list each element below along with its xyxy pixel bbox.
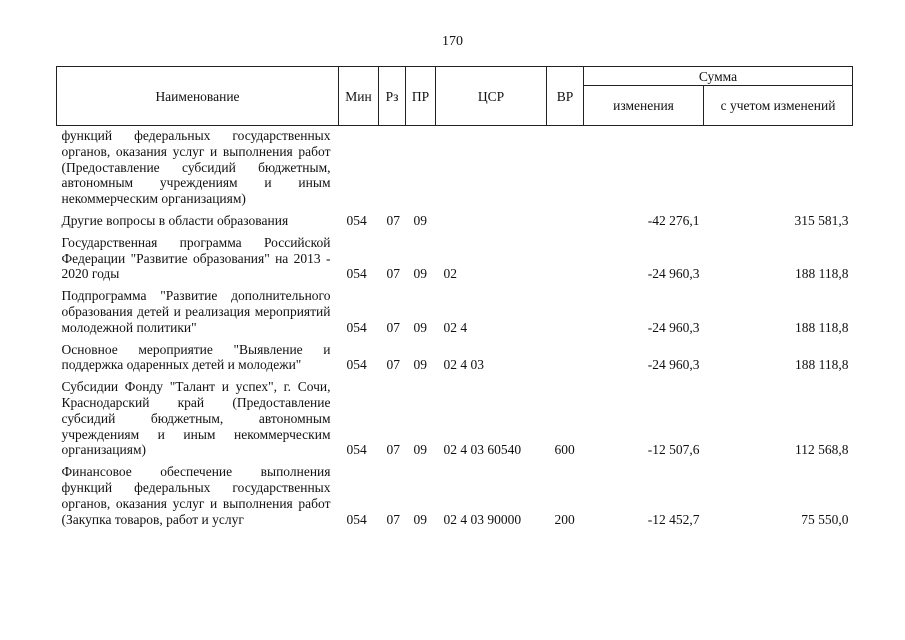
- row-csr: 02 4 03: [443, 357, 484, 373]
- row-csr: 02 4 03 90000: [443, 511, 522, 527]
- row-total: [704, 126, 853, 213]
- row-vr: [547, 213, 584, 235]
- budget-table: [56, 66, 853, 533]
- row-vr: 200: [554, 511, 575, 527]
- table-row: [57, 288, 853, 341]
- row-name: Государственная программа Российской Федерации "Развитие образования" на 2013 - 2020 годы: [61, 234, 331, 282]
- row-change: -42 276,1: [647, 212, 700, 228]
- row-vr: 600: [554, 442, 575, 458]
- row-rz: 07: [386, 212, 400, 228]
- page-number: 170: [442, 34, 463, 49]
- row-total: 188 118,8: [795, 266, 849, 282]
- row-pr: 09: [413, 266, 427, 282]
- row-change: -24 960,3: [647, 357, 700, 373]
- header-pr: ПР: [406, 67, 436, 126]
- row-pr: 09: [413, 212, 427, 228]
- row-total: 75 550,0: [801, 511, 849, 527]
- header-with-change: с учетом изменений: [704, 86, 853, 126]
- row-pr: 09: [413, 511, 427, 527]
- row-vr: [547, 288, 584, 341]
- row-csr: 02 4 03 60540: [443, 442, 522, 458]
- table-row: [57, 213, 853, 235]
- row-change: -12 507,6: [647, 442, 700, 458]
- row-vr: [547, 235, 584, 288]
- row-change: [584, 126, 704, 213]
- row-total: 315 581,3: [794, 212, 849, 228]
- row-csr: [436, 126, 547, 213]
- row-min: 054: [346, 442, 367, 458]
- row-change: -12 452,7: [647, 511, 700, 527]
- row-name: Другие вопросы в области образования: [61, 212, 289, 228]
- row-total: 112 568,8: [795, 442, 849, 458]
- header-vr: ВР: [547, 67, 584, 126]
- row-name: Субсидии Фонду "Талант и успех", г. Сочи, Краснодарский край (Предоставление субсидий бюджетным, автономным учреждениям и иным некоммерческим организациям): [61, 379, 331, 458]
- row-pr: [406, 126, 436, 213]
- row-min: 054: [346, 266, 367, 282]
- table-row: [57, 464, 853, 533]
- row-total: 188 118,8: [795, 319, 849, 335]
- row-min: 054: [346, 319, 367, 335]
- row-min: 054: [346, 357, 367, 373]
- row-csr: 02 4: [443, 319, 468, 335]
- table-body: [57, 126, 853, 534]
- row-min: [339, 126, 379, 213]
- header-csr: ЦСР: [436, 67, 547, 126]
- row-vr: [547, 126, 584, 213]
- row-csr: 02: [443, 266, 457, 282]
- header-sum: Сумма: [584, 67, 853, 86]
- row-total: 188 118,8: [795, 357, 849, 373]
- row-change: -24 960,3: [647, 266, 700, 282]
- row-name: Основное мероприятие "Выявление и поддержка одаренных детей и молодежи": [61, 341, 331, 373]
- row-rz: 07: [386, 511, 400, 527]
- table-row: [57, 379, 853, 464]
- row-rz: 07: [386, 442, 400, 458]
- row-min: 054: [346, 212, 367, 228]
- row-rz: [379, 126, 406, 213]
- row-name: Подпрограмма "Развитие дополнительного образования детей и реализация мероприятий молодежной политики": [61, 288, 331, 335]
- row-change: -24 960,3: [647, 319, 700, 335]
- row-pr: 09: [413, 357, 427, 373]
- table-row: [57, 342, 853, 380]
- table-row: [57, 235, 853, 288]
- header-min: Мин: [339, 67, 379, 126]
- header-name: Наименование: [57, 67, 339, 126]
- row-name: функций федеральных государственных органов, оказания услуг и выполнения работ (Предоставление субсидий бюджетным, автономным учреждениям и иным некоммерческим организациям): [61, 128, 331, 207]
- header-change: изменения: [584, 86, 704, 126]
- row-pr: 09: [413, 442, 427, 458]
- row-rz: 07: [386, 357, 400, 373]
- row-vr: [547, 342, 584, 380]
- row-pr: 09: [413, 319, 427, 335]
- row-min: 054: [346, 511, 367, 527]
- header-rz: Рз: [379, 67, 406, 126]
- row-name: Финансовое обеспечение выполнения функций федеральных государственных органов, оказания услуг и выполнения работ (Закупка товаров, работ и услуг: [61, 464, 331, 527]
- table-row: [57, 126, 853, 213]
- row-csr: [436, 213, 547, 235]
- row-rz: 07: [386, 319, 400, 335]
- row-rz: 07: [386, 266, 400, 282]
- table-header: [57, 67, 853, 126]
